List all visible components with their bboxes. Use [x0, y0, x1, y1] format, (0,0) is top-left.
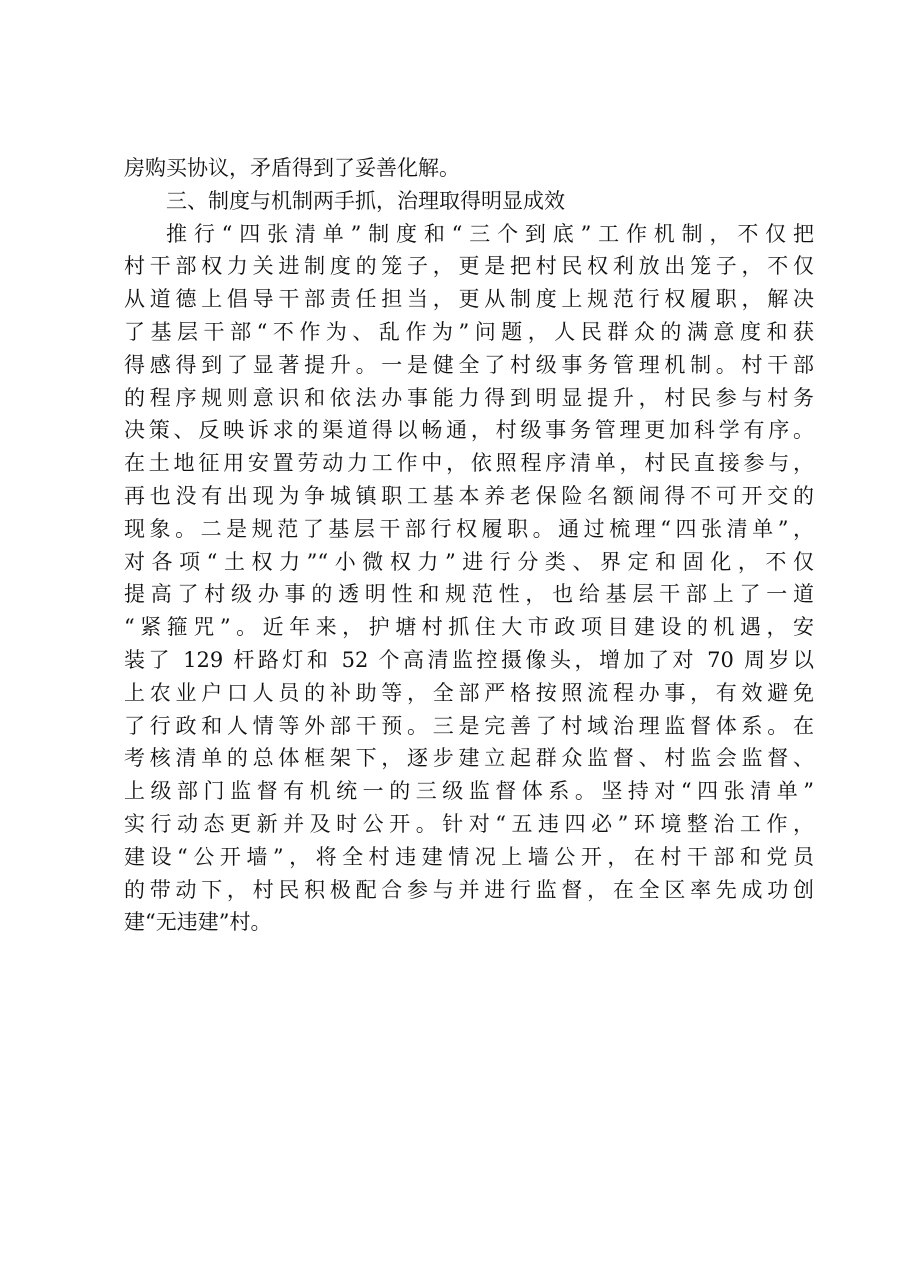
paragraph-line: 再也没有出现为争城镇职工基本养老保险名额闹得不可开交的 [124, 483, 814, 508]
paragraph-line: “紧箍咒”。近年来，护塘村抓住大市政项目建设的机遇，安 [124, 615, 814, 640]
paragraph-line: 现象。二是规范了基层干部行权履职。通过梳理“四张清单”， [124, 516, 814, 541]
paragraph-line: 装了 129 杆路灯和 52 个高清监控摄像头，增加了对 70 周岁以 [124, 647, 814, 672]
body-text [124, 152, 814, 939]
paragraph-line: 的带动下，村民积极配合参与并进行监督，在全区率先成功创 [124, 877, 814, 902]
paragraph-line: 对各项“土权力”“小微权力”进行分类、界定和固化，不仅 [124, 549, 814, 574]
section-heading: 三、制度与机制两手抓，治理取得明显成效 [166, 188, 565, 213]
paragraph-line: 得感得到了显著提升。一是健全了村级事务管理机制。村干部 [124, 352, 814, 377]
paragraph-line: 推行“四张清单”制度和“三个到底”工作机制，不仅把 [166, 221, 814, 246]
paragraph-line: 在土地征用安置劳动力工作中，依照程序清单，村民直接参与， [124, 451, 814, 476]
paragraph-line: 实行动态更新并及时公开。针对“五违四必”环境整治工作， [124, 811, 814, 836]
paragraph-line: 提高了村级办事的透明性和规范性，也给基层干部上了一道 [124, 582, 814, 607]
paragraph-line: 村干部权力关进制度的笼子，更是把村民权利放出笼子，不仅 [124, 254, 814, 279]
paragraph-line: 建“无违建”村。 [124, 910, 272, 935]
paragraph-line: 上级部门监督有机统一的三级监督体系。坚持对“四张清单” [124, 779, 814, 804]
paragraph-line: 从道德上倡导干部责任担当，更从制度上规范行权履职，解决 [124, 287, 814, 312]
paragraph-line: 决策、反映诉求的渠道得以畅通，村级事务管理更加科学有序。 [124, 418, 814, 443]
paragraph-line: 建设“公开墙”，将全村违建情况上墙公开，在村干部和党员 [124, 844, 814, 869]
paragraph-line: 了基层干部“不作为、乱作为”问题，人民群众的满意度和获 [124, 319, 814, 344]
paragraph-line: 的程序规则意识和依法办事能力得到明显提升，村民参与村务 [124, 385, 814, 410]
paragraph-line: 房购买协议，矛盾得到了妥善化解。 [124, 156, 460, 180]
paragraph-line: 上农业户口人员的补助等，全部严格按照流程办事，有效避免 [124, 680, 814, 705]
paragraph-line: 了行政和人情等外部干预。三是完善了村域治理监督体系。在 [124, 713, 814, 738]
paragraph-line: 考核清单的总体框架下，逐步建立起群众监督、村监会监督、 [124, 746, 814, 771]
